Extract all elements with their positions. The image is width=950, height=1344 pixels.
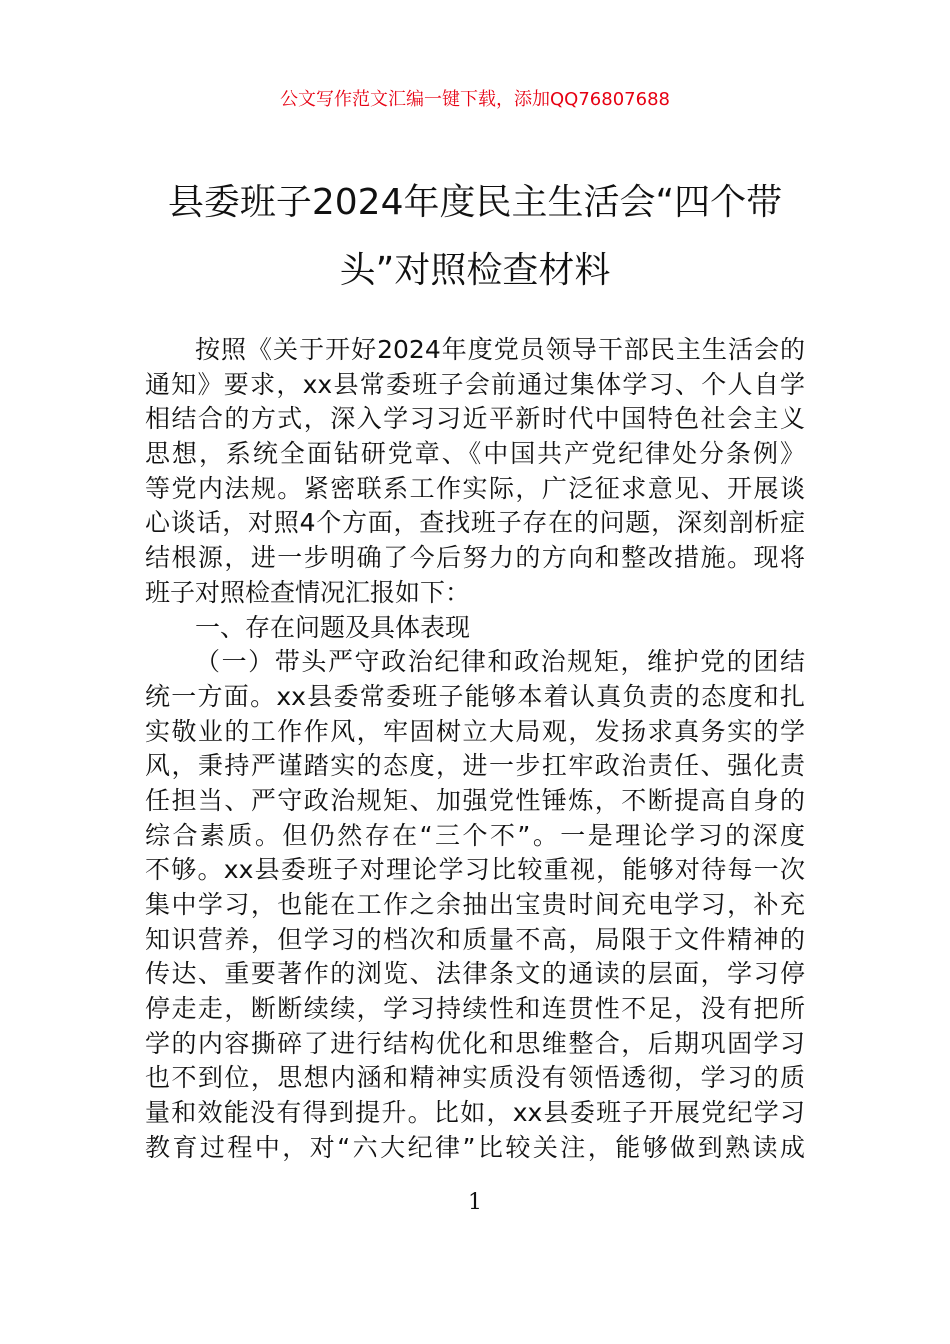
document-title-line-2: 头”对照检查材料 <box>339 250 611 291</box>
text-line: 心谈话，对照4个方面，查找班子存在的问题，深刻剖析症 <box>145 508 805 538</box>
text-line: 综合素质。但仍然存在“三个不”。一是理论学习的深度 <box>145 820 805 850</box>
text-line: 不够。xx县委班子对理论学习比较重视，能够对待每一次 <box>145 855 805 885</box>
text-line: 集中学习，也能在工作之余抽出宝贵时间充电学习，补充 <box>145 890 805 919</box>
page-number: 1 <box>468 1190 482 1215</box>
paragraph <box>145 333 805 611</box>
text-line: 实敬业的工作作风，牢固树立大局观，发扬求真务实的学 <box>145 716 805 746</box>
text-line: 相结合的方式，深入学习习近平新时代中国特色社会主义 <box>145 404 805 434</box>
text-line: 量和效能没有得到提升。比如，xx县委班子开展党纪学习 <box>145 1098 805 1128</box>
text-line: 思想，系统全面钻研党章、《中国共产党纪律处分条例》 <box>145 439 805 469</box>
document-title-line-1: 县委班子2024年度民主生活会“四个带 <box>167 182 783 223</box>
text-line: 班子对照检查情况汇报如下： <box>145 577 471 607</box>
text-line: 学的内容撕碎了进行结构优化和思维整合，后期巩固学习 <box>145 1028 805 1058</box>
text-line: 按照《关于开好2024年度党员领导干部民主生活会的 <box>195 335 805 364</box>
text-line: 统一方面。xx县委常委班子能够本着认真负责的态度和扎 <box>145 681 805 711</box>
text-line: 等党内法规。紧密联系工作实际，广泛征求意见、开展谈 <box>145 473 805 503</box>
text-line: 风，秉持严谨踏实的态度，进一步扛牢政治责任、强化责 <box>145 751 805 781</box>
text-line: 知识营养，但学习的档次和质量不高，局限于文件精神的 <box>145 924 805 954</box>
text-line: 任担当、严守政治规矩、加强党性锤炼，不断提高自身的 <box>145 785 805 815</box>
text-line: 传达、重要著作的浏览、法律条文的通读的层面，学习停 <box>145 959 805 989</box>
paragraph <box>145 645 805 1165</box>
text-line: 停走走，断断续续，学习持续性和连贯性不足，没有把所 <box>145 994 805 1024</box>
document-body <box>145 333 805 1166</box>
text-line: 通知》要求，xx县常委班子会前通过集体学习、个人自学 <box>145 369 805 399</box>
text-line: 也不到位，思想内涵和精神实质没有领悟透彻，学习的质 <box>145 1063 805 1093</box>
section-heading <box>145 611 805 646</box>
text-line: 一、存在问题及具体表现 <box>195 612 471 642</box>
text-line: （一）带头严守政治纪律和政治规矩，维护党的团结 <box>195 647 805 677</box>
text-line: 结根源，进一步明确了今后努力的方向和整改措施。现将 <box>145 543 805 573</box>
text-line: 教育过程中，对“六大纪律”比较关注，能够做到熟读成 <box>145 1132 805 1162</box>
download-banner: 公文写作范文汇编一键下载，添加QQ76807688 <box>280 89 670 110</box>
